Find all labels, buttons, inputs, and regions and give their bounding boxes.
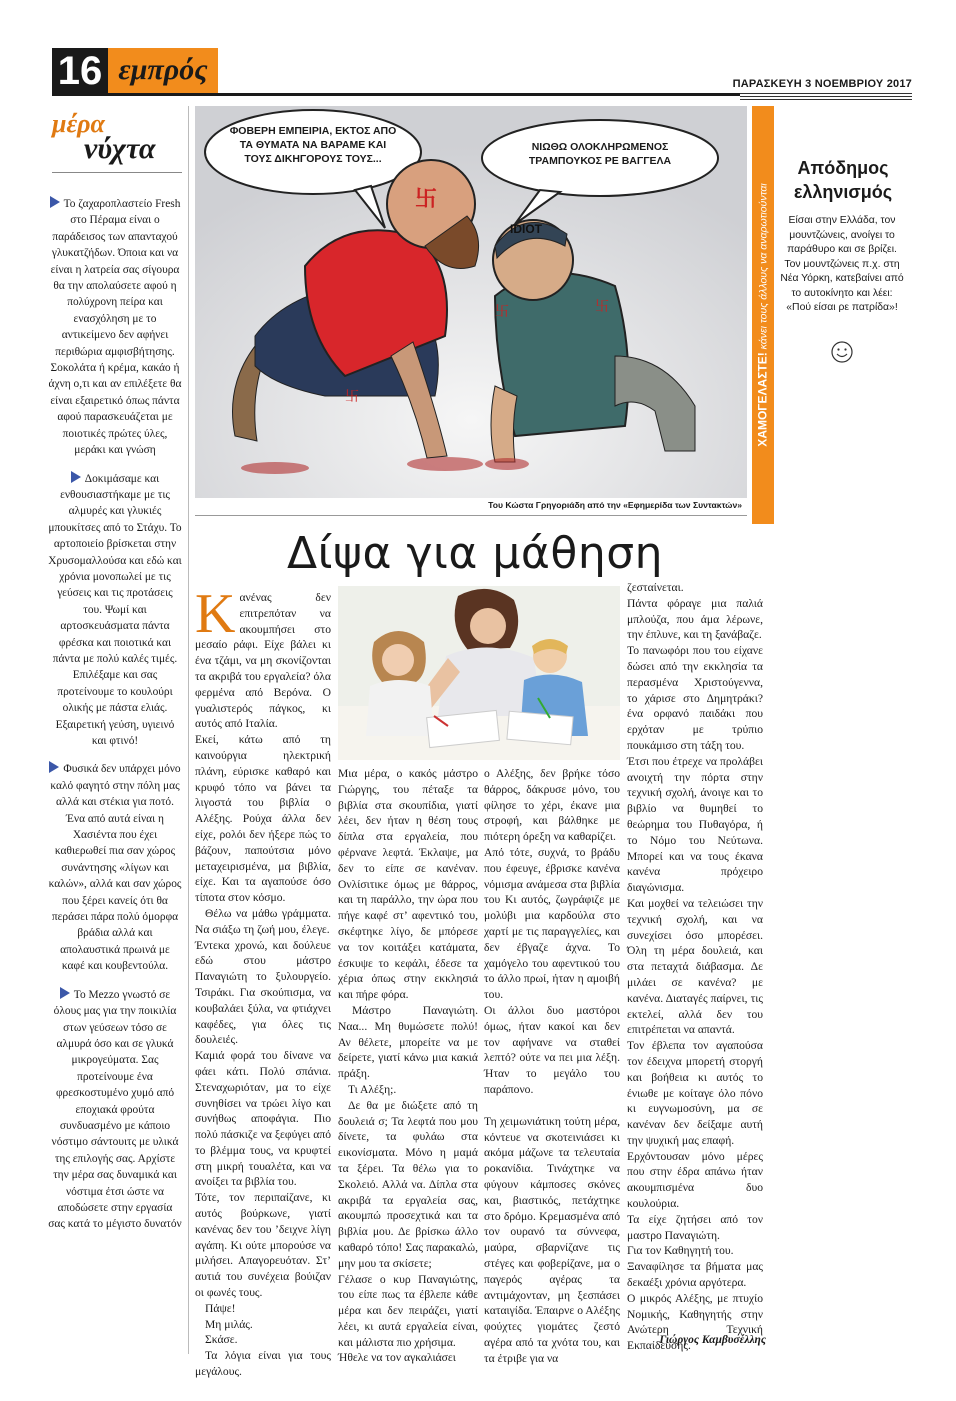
article-byline: Γιώργος Καμβυσέλλης [659, 1334, 766, 1346]
cartoon-caption: Του Κώστα Γρηγοριάδη από την «Εφημερίδα των Συντακτών» [488, 500, 742, 510]
issue-date: ΠΑΡΑΣΚΕΥΗ 3 ΝΟΕΜΒΡΙΟΥ 2017 [732, 78, 912, 90]
classroom-photo [338, 586, 620, 760]
column-divider [188, 106, 189, 1354]
section-title-day: μέρα [52, 109, 105, 138]
left-item: Δοκιμάσαμε και ενθουσιαστήκαμε με τις αλμυρές και γλυκιές μπουκίτσες από το Στάχυ. Το αρτοποιείο βρίσκεται στην Χρυσομαλλούσα και εδώ και χρόνια μονοπωλεί με τις γεύσεις και τις προτάσεις του. Ψωμί και αρτοσκευάσματα πάντα φρέσκα και ποιοτικά και πάντα με πολύ καλές τιμές. Επιλέξαμε και σας προτείνουμε το κουλούρι ολικής με πάστα ελιάς. Εξαιρετική γεύση, υγιεινό και φτινό! [48, 472, 182, 747]
paper-logo: εμπρός [108, 48, 218, 94]
political-cartoon [195, 106, 747, 498]
left-item: Το ζαχαροπλαστείο Fresh στο Πέραμα είναι ο παράδεισος των απανταχού γλυκατζήδων. Όποια και να είναι η λατρεία σας σίγουρα θα την απολαύσετε αφού η πολύχρονη πείρα και ενασχόληση με το αντικείμενο δεν αφήνει περιθώρια αμφισβήτησης. Σοκολάτα ή κρέμα, κακάο ή άχνη ο,τι και αν επιλέξετε θα είναι εξαιρετικό όπως πάντα αφού παρασκευάζεται με ποιοτικές πρώτες ύλες, μεράκι και γνώση [48, 198, 182, 457]
section-title-night: νύχτα [84, 132, 156, 165]
caption-rule [195, 515, 747, 516]
bullet-triangle-icon [50, 196, 60, 208]
article-headline: Δίψα για μάθηση [287, 528, 663, 579]
page-number: 16 [52, 48, 108, 94]
sidebar-joke: Είσαι στην Ελλάδα, τον μουντζώνεις, ανοίγει το παράθυρο και σε βρίζει. Τον μουντζώνεις π.χ. στη Νέα Υόρκη, κατεβαίνει από το αυτοκίνητο και λέει: «Πού είσαι ρε πατρίδα»! [780, 215, 904, 313]
bullet-triangle-icon [49, 761, 59, 773]
article-photo [338, 586, 620, 760]
left-item: Φυσικά δεν υπάρχει μόνο καλό φαγητό στην πόλη μας αλλά και στέκια για ποτό. Ένα από αυτά είναι η Χασιέντα που έχει καθιερωθεί πια σαν χώρος συνάντησης «λίγων και καλών», αλλά και σαν χώρος που ξέρει κανείς ότι θα περάσει πάρα πολύ όμορφα βράδια αλλά και απολαυστικά πρωινά με καφέ και κουβεντούλα. [48, 763, 182, 973]
article-column-3: ο Αλέξης, δεν βρήκε τόσο θάρρος, δάκρυσε μόνο, του φίλησε το χέρι, έκανε μια στροφή, και βάλθηκε με πιότερη όρεξη να καθαρίζει. Από τότε, συχνά, το βράδυ που έφευγε, έβρισκε κανένα νόμισμα ανάμεσα στα βιβλία του Κι αυτός, ζωγράφιζε με μολύβι μια καρδούλα στο χαρτί με τις παραγγελίες, και δεν έβγαζε άχνα. Το χαμόγελο του αφεντικού του το άλλο πρωί, ήταν η αμοιβή του. Οι άλλοι δυο μαστόροι όμως, ήταν κακοί και δεν τον αφήνανε να σταθεί λεπτό? ούτε να πει μια λέξη. Ήταν το μεγάλο του παράπονο. Τη χειμωνιάτικη τούτη μέρα, κόντευε να σκοτεινιάσει κι ακόμα μάζωνε τα τελευταία ροκανίδια. Τινάχτηκε να φύγουν κάμποσες σκόνες και, βιαστικός, πετάχτηκε στο δρόμο. Κρεμασμένα από τον ουρανό τα σύννεφα, μαύρα, σβαρνίζανε τις στέγες και φοβερίζανε, μα ο παγερός αγέρας τα αντιμάχονταν, μη ξεσπάσει καταιγίδα. Έπαιρνε ο Αλέξης φούχτες γιομάτες ζεστό αγέρα από τα χνότα του, και τα έτριβε για να [484, 767, 620, 1365]
header-hatch [740, 92, 912, 100]
article-column-2: Μια μέρα, ο κακός μάστρο Γιώργης, του πέταξε τα βιβλία στα σκουπίδια, γιατί λέει, δεν ήταν η θέση τους δίπλα στα εργαλεία, που φέρνανε λεφτά. Έκλαψε, μα δεν το είπε σε κανέναν. Ονλίσιτικε όμως με θάρρος, και τη παράλλο, την ώρα που πήγε καφέ στ’ αφεντικό του, σκέφτηκε λίγο, δε μπόρεσε να τον κοιτάξει κατάματα, έσκυψε το κεφάλι, έδεσε τα χέρια όπως στην εκκλησιά και πήρε φόρα. Μάστρο Παναγιώτη. Ναα... Μη θυμώσετε πολύ! Αν θέλετε, μπορείτε να με δείρετε, γιατί κάνω μια κακιά πράξη. Τι Αλέξη;. Δε θα με διώξετε από τη δουλειά σ; Τα λεφτά που μου δίνετε, τα φυλάω στα εικονίσματα. Μόνο η μαμά τα ξέρει. Τα θέλω για το Σκολειό. Αλλά να. Δίπλα στα ακριβά τα εργαλεία σας, ακουμπώ προσεχτικά και τα βιβλία μου. Δε βρίσκω άλλο καθαρό τόπο! Σας παρακαλώ, μην μου τα σκίσετε; Γέλασε ο κυρ Παναγιώτης, του είπε πως τα έβλεπε κάθε μέρα και δεν πειράζει, γιατί λέει, κι αυτά εργαλεία είναι, και μάλιστα πιο χρήσιμα. Ήθελε να τον αγκαλιάσει [338, 767, 478, 1365]
article-column-1: Κανένας δεν επιτρεπόταν να ακουμπήσει στο μεσαίο ράφι. Είχε βάλει κι ένα τζάμι, να μη σκονίζονται τα ακριβά του εργαλεία? όλα φερμένα από Βερόνα. Ο γυαλιστερός πάγκος, κι αυτός από Ιταλία. Εκεί, κάτω από τη καινούργια ηλεκτρική πλάνη, εύρισκε καθαρό και κρυφό τόπο να βάνει τα λιγοστά του βιβλία ο Αλέξης. Ρούχα άλλα δεν είχε, ρολόι δεν ήξερε πώς το βάζουν, παπούτσια μόνο μεταχειρισμένα, μα βιβλία, είχε. Και τα αγαπούσε όσο τίποτα στον κόσμο. Θέλω να μάθω γράμματα. Να σιάξω τη ζωή μου, έλεγε. Έντεκα χρονώ, και δούλευε εδώ στου μάστρο Παναγιώτη το ξυλουργείο. Τσιράκι. Για σκούπισμα, να κουβαλάει ξύλα, να φτιάχνει καφέδες, για όλες τις δουλειές. Καμιά φορά του δίνανε να φάει κάτι. Πολύ σπάνια. Στεναχωριόταν, μα το είχε συνηθίσει να τρώει λίγο και συνήθως αποφάγια. Πιο πολύ πάσκιζε να ξεφύγει από το βλέμμα τους, να κρυφτεί στη μικρή τουαλέτα, και να ανοίξει τα βιβλία του. Τότε, τον περιπαίζανε, κι αυτός βούρκωνε, γιατί κανένας δεν του ’δειχνε λίγη αγάπη. Κι ούτε μπορούσε να μιλήσει. Απαγορευόταν. Στ’ αυτιά του συνέχεια βούιζαν οι φωνές τους. Πάψε! Μη μιλάς. Σκάσε. Τα λόγια είναι για τους μεγάλους. [195, 583, 331, 1379]
speech-bubble-right: ΝΙΩΘΩ ΟΛΟΚΛΗΡΩΜΕΝΟΣ ΤΡΑΜΠΟΥΚΟΣ ΡΕ ΒΑΓΓΕΛΑ [528, 141, 672, 167]
svg-text:卐: 卐 [495, 303, 509, 319]
bullet-triangle-icon [60, 987, 70, 999]
bullet-triangle-icon [71, 471, 81, 483]
sidebar-title: Απόδημος ελληνισμός [793, 158, 893, 202]
article-column-4: ζεσταίνεται. Πάντα φόραγε μια παλιά μπλούζα, που άμα λέρωνε, την έπλυνε, και τη ξανάβαζε. Το πανωφόρι που του είχανε δώσει από την εκκλησία τα περασμένα Χριστούγεννα, το χάρισε στο Δημητράκι? ένα ορφανό παιδάκι που ερχόταν με τρύπιο πουκάμισο στη τάξη του. Έτσι που έτρεχε να προλάβει ανοιχτή την πόρτα στην τεχνική σχολή, άνοιγε και το βιβλίο να θυμηθεί το θεώρημα του Πυθαγόρα, ή το Νόμο του Νεύτωνα. Μπορεί και να τους έκανα κανένα πρόχειρο διαγώνισμα. Και μοχθεί να τελειώσει την τεχνική σχολή, και να συνεχίσει όσο μπορέσει. Όλη τη μέρα δουλειά, και στα πεταχτά διάβασμα. Δε μιλάει σε κανένα? με κανένα. Διαταγές παίρνει, τις εκτελεί, αλλά δεν του επιτρέπεται να απαντά. Τον έβλεπα τον αγαπούσα τον έδειχνα μπορετή στοργή και βοήθεια κι αυτός το ένιωθε με κοίταγε όλο πόνο κι ευγνωμοσύνη, μα σε κανέναν δεν δείξαμε αυτή την ψυχική μας επαφή. Ερχόντουσαν μόνο μέρες που στην έδρα απάνω ήταν ακουμπισμένα δυο κουλούρια. Τα είχε ζητήσει από τον μαστρο Παναγιώτη. Για τον Καθηγητή του. Ξαναφίλησε τα βήματα μας δεκαέξι χρόνια αργότερα. Ο μικρός Αλέξης, με πτυχίο Νομικής, Καθηγητής στην Ανώτερη Τεχνική Εκπαίδευσης. [627, 581, 763, 1353]
svg-text:卐: 卐 [415, 186, 438, 211]
smile-vertical-bold: ΧΑΜΟΓΕΛΑΣΤΕ! [755, 352, 770, 447]
speech-bubble-left: ΦΟΒΕΡΗ ΕΜΠΕΙΡΙΑ, ΕΚΤΟΣ ΑΠΟ ΤΑ ΘΥΜΑΤΑ ΝΑ ΒΑΡΑΜΕ ΚΑΙ ΤΟΥΣ ΔΙΚΗΓΟΡΟΥΣ ΤΟΥΣ... [229, 125, 397, 165]
svg-text:IDIOT: IDIOT [510, 222, 542, 236]
svg-text:卐: 卐 [345, 388, 359, 404]
smile-vertical-rest: κάνει τους άλλους να αναρωτιούνται [757, 183, 770, 353]
drop-cap: Κ [195, 583, 236, 645]
left-column [48, 196, 182, 1245]
smile-vertical-text [752, 106, 774, 524]
svg-text:卐: 卐 [595, 298, 609, 314]
section-rule [52, 172, 182, 173]
left-item: Το Mezzo γνωστό σε όλους μας για την ποικιλία στων γεύσεων τόσο σε αλμυρά όσο και σε γλυκά μικρογεύματα. Σας προτείνουμε ένα φρεσκοστυμένο χυμό από εποχιακά φρούτα συνδυασμένο με κάποιο νόστιμο σάντουιτς με υλικά της επιλογής σας. Αρχίστε την μέρα σας δυναμικά και νόστιμα έτσι ώστε να αποδώσετε στην εργασία σας κατά το μέγιστο δυνατόν [48, 988, 182, 1231]
smiley-icon [830, 340, 854, 364]
